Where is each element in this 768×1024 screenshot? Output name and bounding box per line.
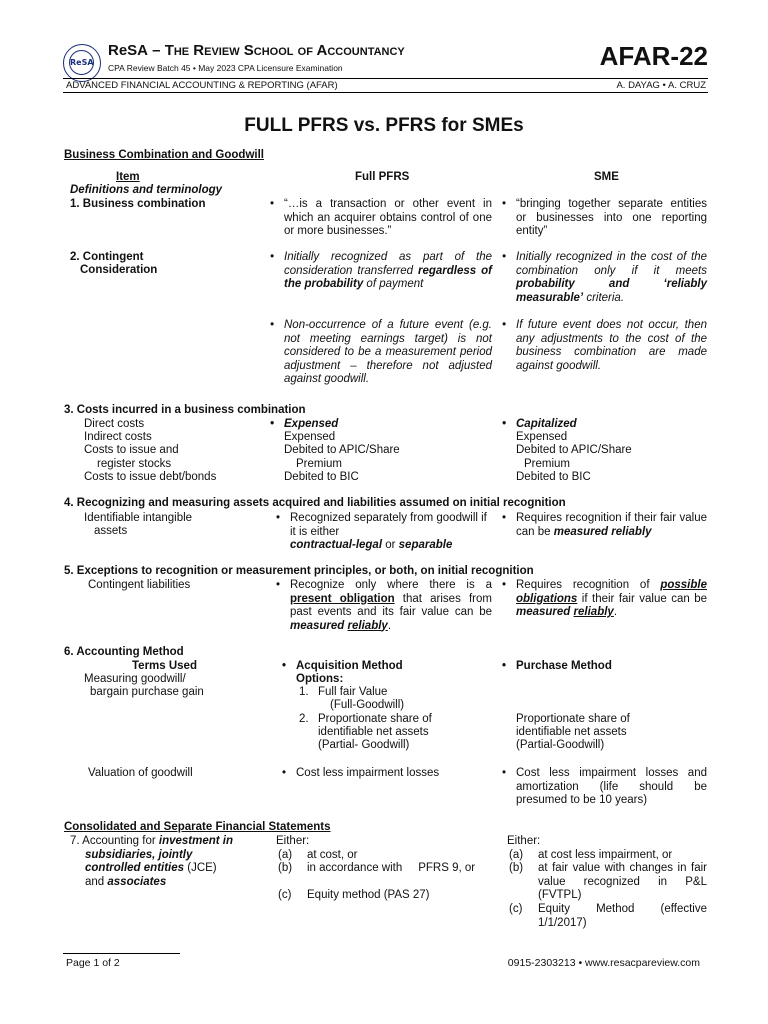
row7-full-opt-b-label: (b) bbox=[278, 862, 293, 874]
section-heading-consolidated: Consolidated and Separate Financial Statements bbox=[64, 821, 331, 833]
row1-item: 1. Business combination bbox=[70, 198, 206, 210]
row6-valuation-full: • Cost less impairment losses bbox=[296, 767, 439, 781]
row6-full-method: • Acquisition Method bbox=[296, 660, 403, 674]
row7-full-either: Either: bbox=[276, 835, 310, 847]
school-name: ReSA – The Review School of Accountancy bbox=[108, 42, 405, 59]
page-number: Page 1 of 2 bbox=[66, 957, 120, 969]
row2-full-pfrs-initial: • Initially recognized as part of the consideration transferred regardless of the probability of payment bbox=[284, 251, 492, 292]
row7-sme-opt-b-text: at fair value with changes in fair value recognized in P&L (FVTPL) bbox=[538, 862, 707, 901]
row6-opt2-line3: (Partial- Goodwill) bbox=[318, 739, 410, 751]
definitions-label: Definitions and terminology bbox=[70, 184, 223, 196]
row6-opt1-line2: (Full-Goodwill) bbox=[330, 699, 405, 711]
row6-opt2-line1: Proportionate share of bbox=[318, 713, 432, 725]
page-title: FULL PFRS vs. PFRS for SMEs bbox=[244, 115, 524, 136]
row7-full-opt-c-text: Equity method (PAS 27) bbox=[307, 889, 430, 901]
row5-item: Contingent liabilities bbox=[88, 579, 191, 591]
row4-item-line2: assets bbox=[94, 525, 128, 537]
footer-rule bbox=[63, 953, 180, 954]
row3-full-indirect: Expensed bbox=[284, 431, 336, 443]
row6-sme-line3: (Partial-Goodwill) bbox=[516, 739, 605, 751]
column-header-item: Item bbox=[116, 171, 140, 183]
document-code: AFAR-22 bbox=[599, 41, 708, 71]
row3-full-direct: • Expensed bbox=[284, 418, 338, 432]
row7-sme-opt-c-label: (c) bbox=[509, 903, 523, 915]
subject-line: ADVANCED FINANCIAL ACCOUNTING & REPORTING (AFAR) bbox=[66, 80, 338, 91]
row6-sme-line1: Proportionate share of bbox=[516, 713, 630, 725]
row2-full-pfrs-nonoccurrence: • Non-occurrence of a future event (e.g. not meeting earnings target) is not considered to be a measurement period adjustment – therefore not adjusted against goodwill. bbox=[284, 319, 492, 387]
row7-full-opt-b-text: in accordance with PFRS 9, or bbox=[307, 862, 476, 874]
row3-sme-direct: • Capitalized bbox=[516, 418, 577, 432]
row7-sme-either: Either: bbox=[507, 835, 541, 847]
row7-full-opt-a-label: (a) bbox=[278, 849, 293, 861]
row5-sme: • Requires recognition of possible obligations if their fair value can be measured reliably. bbox=[516, 579, 707, 620]
batch-line: CPA Review Batch 45 • May 2023 CPA Licensure Examination bbox=[108, 63, 343, 73]
row3-item-direct: Direct costs bbox=[84, 418, 145, 430]
row6-valuation-item: Valuation of goodwill bbox=[88, 767, 193, 779]
row3-item-stocks-2: register stocks bbox=[97, 458, 172, 470]
row7-sme-opt-c-text: Equity Method (effective 1/1/2017) bbox=[538, 903, 707, 929]
row2-item-line1: 2. Contingent bbox=[70, 251, 144, 263]
row6-sme-line2: identifiable net assets bbox=[516, 726, 627, 738]
row3-full-debt: Debited to BIC bbox=[284, 471, 359, 483]
row3-heading: 3. Costs incurred in a business combination bbox=[64, 404, 306, 416]
row4-heading: 4. Recognizing and measuring assets acquired and liabilities assumed on initial recognition bbox=[64, 497, 566, 509]
row5-heading: 5. Exceptions to recognition or measurement principles, or both, on initial recognition bbox=[64, 565, 534, 577]
row2-item-line2: Consideration bbox=[80, 264, 158, 276]
column-header-sme: SME bbox=[594, 171, 619, 183]
row1-full-pfrs: • “…is a transaction or other event in which an acquirer obtains control of one or more businesses.” bbox=[284, 198, 492, 239]
row7-full-opt-a-text: at cost, or bbox=[307, 849, 358, 861]
row3-full-stocks-2: Premium bbox=[296, 458, 343, 470]
row3-item-stocks-1: Costs to issue and bbox=[84, 444, 179, 456]
logo-text: ReSA bbox=[69, 50, 94, 75]
header-rule-bottom bbox=[63, 92, 708, 93]
row7-full-opt-c-label: (c) bbox=[278, 889, 292, 901]
row5-full-pfrs: • Recognize only where there is a present obligation that arises from past events and its fair value can be measured reliably. bbox=[290, 579, 492, 633]
section-heading-business-combination: Business Combination and Goodwill bbox=[64, 149, 264, 161]
header-rule-top bbox=[63, 78, 708, 79]
row3-item-debt: Costs to issue debt/bonds bbox=[84, 471, 217, 483]
row7-sme-opt-b-label: (b) bbox=[509, 862, 524, 874]
row6-valuation-sme: • Cost less impairment losses and amortization (life should be presumed to be 10 years) bbox=[516, 767, 707, 808]
row7-item: 7. Accounting for investment in subsidiaries, jointly controlled entities (JCE) and associates bbox=[70, 835, 234, 888]
footer-contact: 0915-2303213 • www.resacpareview.com bbox=[507, 957, 700, 969]
row7-sme-opt-a-label: (a) bbox=[509, 849, 524, 861]
row6-opt2-line2: identifiable net assets bbox=[318, 726, 429, 738]
row6-heading: 6. Accounting Method bbox=[64, 646, 184, 658]
row3-sme-stocks-1: Debited to APIC/Share bbox=[516, 444, 632, 456]
row2-sme-initial: • Initially recognized in the cost of the combination only if it meets probability and ‘reliably measurable’ criteria. bbox=[516, 251, 707, 305]
resa-logo bbox=[63, 44, 101, 82]
row6-opt1-number: 1. bbox=[299, 686, 309, 698]
row4-item-line1: Identifiable intangible bbox=[84, 512, 193, 524]
row1-sme: • “bringing together separate entities or businesses into one reporting entity” bbox=[516, 198, 707, 239]
row3-sme-debt: Debited to BIC bbox=[516, 471, 591, 483]
row6-opt2-number: 2. bbox=[299, 713, 309, 725]
row3-full-stocks-1: Debited to APIC/Share bbox=[284, 444, 400, 456]
row3-sme-stocks-2: Premium bbox=[524, 458, 571, 470]
row3-sme-indirect: Expensed bbox=[516, 431, 568, 443]
column-header-full-pfrs: Full PFRS bbox=[355, 171, 410, 183]
row6-opt1-line1: Full fair Value bbox=[318, 686, 388, 698]
row7-sme-opt-a-text: at cost less impairment, or bbox=[538, 849, 673, 861]
row3-item-indirect: Indirect costs bbox=[84, 431, 152, 443]
row4-sme: • Requires recognition if their fair value can be measured reliably bbox=[516, 512, 707, 539]
row6-terms-used: Terms Used bbox=[132, 660, 197, 672]
row6-item-line1: Measuring goodwill/ bbox=[84, 673, 186, 685]
row6-full-options: Options: bbox=[296, 673, 344, 685]
row2-sme-nonoccurrence: • If future event does not occur, then any adjustments to the cost of the business combination are made against goodwill. bbox=[516, 319, 707, 373]
row4-full-pfrs: • Recognized separately from goodwill if it is either contractual-legal or separable bbox=[290, 512, 492, 553]
authors: A. DAYAG • A. CRUZ bbox=[616, 80, 706, 91]
row6-item-line2: bargain purchase gain bbox=[90, 686, 204, 698]
row6-sme-method: • Purchase Method bbox=[516, 660, 612, 674]
